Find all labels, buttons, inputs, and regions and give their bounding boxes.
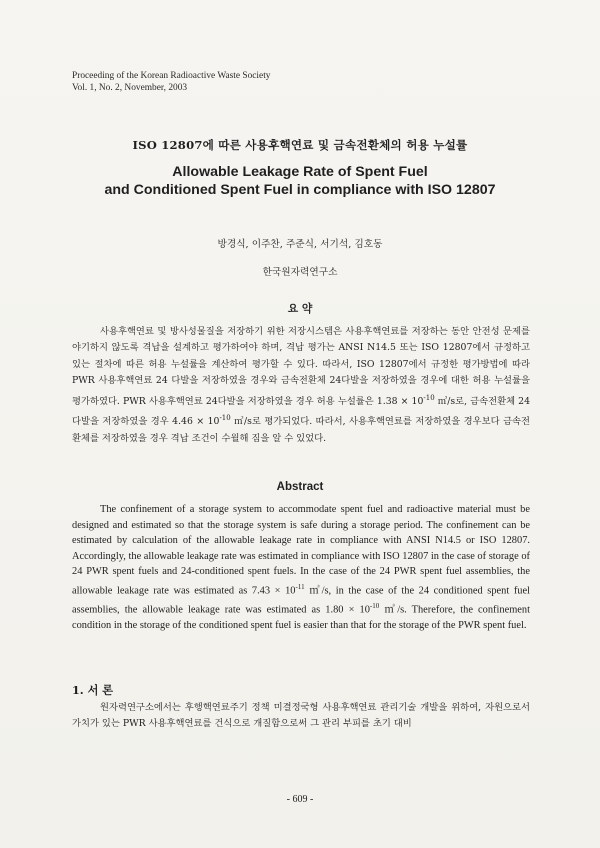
korean-exponent-1: -10	[423, 393, 435, 402]
korean-abstract-text-part-2: ㎥/s로, 금속전환체 24다발을 저장하였을 경우 4.46 × 10	[72, 395, 530, 428]
english-abstract-text-part-3: ㎥/s. Therefore, the confinement condition in the storage of the conditioned spent fuel is easier than that for the storage of the PWR spent fuel.	[72, 604, 530, 632]
section-1-body: 원자력연구소에서는 후행핵연료주기 정책 미결정국형 사용후핵연료 관리기술 개발을 위하여, 자원으로서 가치가 있는 PWR 사용후핵연료를 건식으로 개질함으로써 그 관리 부피를 초기 대비	[72, 702, 530, 730]
korean-title: ISO 12807에 따른 사용후핵연료 및 금속전환체의 허용 누설률	[132, 138, 468, 152]
english-title-line-2: and Conditioned Spent Fuel in compliance with ISO 12807	[104, 182, 496, 198]
korean-abstract-heading: 요 약	[287, 302, 313, 315]
affiliation: 한국원자력연구소	[262, 267, 338, 278]
page-number: - 609 -	[286, 794, 314, 805]
korean-exponent-2: -10	[219, 414, 231, 423]
english-abstract-heading: Abstract	[276, 481, 324, 493]
english-title-line-1: Allowable Leakage Rate of Spent Fuel	[172, 164, 428, 180]
english-exponent-2: -10	[369, 602, 380, 611]
english-abstract-body	[72, 502, 530, 634]
english-abstract-text-part-1: The confinement of a storage system to accommodate spent fuel and radioactive material must be designed and estimated so that the storage system is safe during a storage period. The confinement can be estimated by calculation of the allowable leakage rate in compliance with ANSI N14.5 or ISO 12807. Accordingly, the allowable leakage rate was estimated in compliance with ISO 12807 in the case of storage of 24 PWR spent fuels and 24-conditioned spent fuels. In the case of the 24 PWR spent fuel assemblies, the allowable leakage rate was estimated as 7.43 × 10	[72, 504, 530, 597]
korean-abstract-text-part-3: ㎥/s로 평가되었다. 따라서, 사용후핵연료를 저장하였을 경우보다 금속전환체를 저장하였을 경우 격납 조건이 수월해 짐을 알 수 있었다.	[72, 416, 531, 444]
english-exponent-1: -11	[295, 582, 305, 591]
proceeding-title: Proceeding of the Korean Radioactive Waste Society	[72, 71, 271, 81]
korean-abstract-body	[72, 324, 530, 447]
proceeding-volume: Vol. 1, No. 2, November, 2003	[72, 83, 188, 93]
korean-abstract-text-part-1: 사용후핵연료 및 방사성물질을 저장하기 위한 저장시스템은 사용후핵연료를 저장하는 동안 안전성 문제를 야기하지 않도록 격납을 설계하고 평가하여야 하며, 격납 평가는 ANSI N14.5 또는 ISO 12807에서 규정하고 있는 절차에 따른 허용 누설률을 계산하여 평가할 수 있다. 따라서, ISO 12807에서 규정한 평가방법에 따라 PWR 사용후핵연료 24 다발을 저장하였을 경우와 금속전환체 24다발을 저장하였을 경우에 대한 허용 누설률을 평가하였다. PWR 사용후핵연료 24다발을 저장하였을 경우 허용 누설률은 1.38 × 10	[72, 326, 530, 407]
authors: 방경식, 이주찬, 주준식, 서기석, 김호동	[217, 239, 383, 250]
english-abstract-text-part-2: ㎥/s, in the case of the 24 conditioned spent fuel assemblies, the allowable leakage rate was estimated as 1.80 × 10	[72, 585, 530, 616]
section-1-title: 1. 서 론	[72, 683, 114, 697]
